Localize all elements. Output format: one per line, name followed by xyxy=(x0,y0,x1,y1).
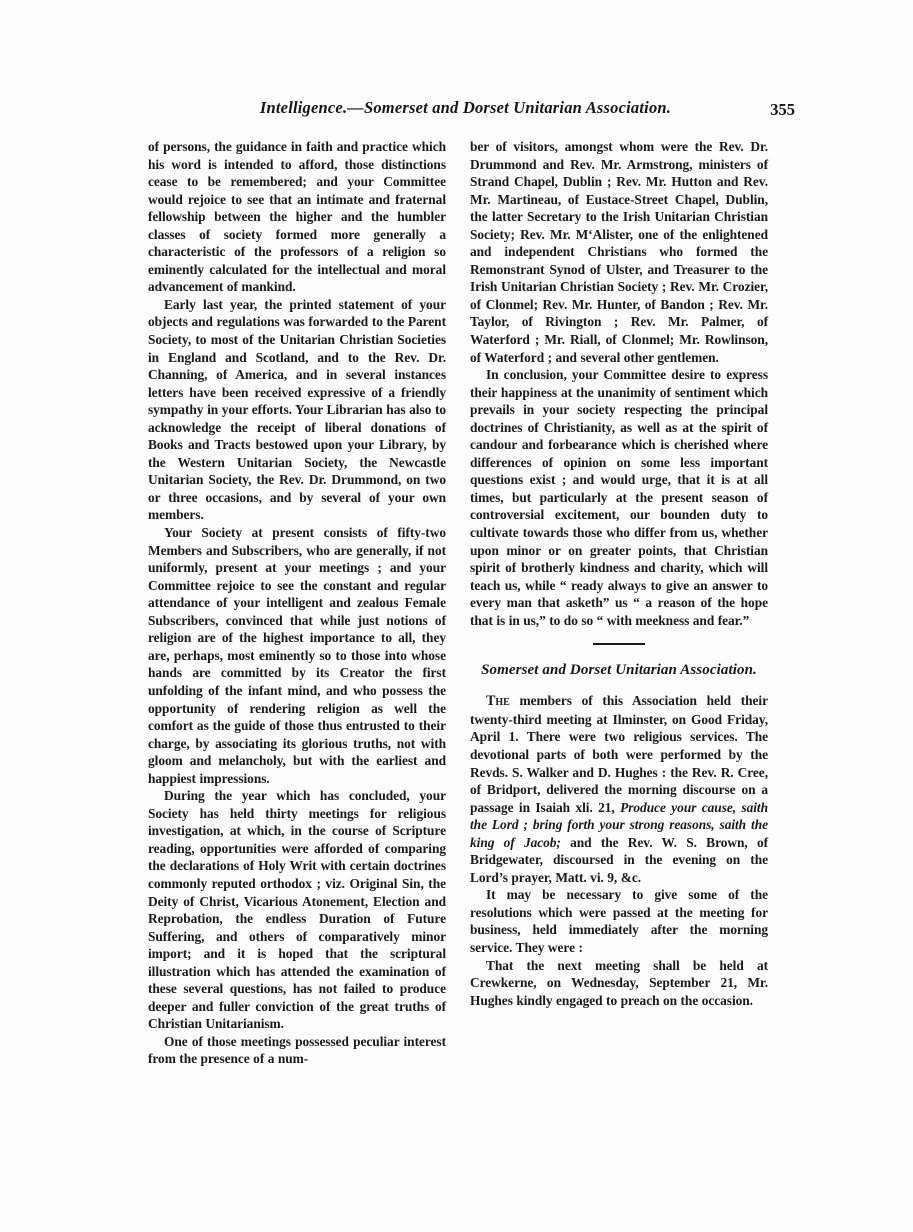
association-meeting-text-after-quote: and the Rev. W. S. Brown, of Bridgewater, discoursed in the evening on the Lord’s prayer, Matt. vi. 9, &c. xyxy=(470,834,769,885)
paragraph-conclusion: In conclusion, your Committee desire to express their happiness at the unanimity of sentiment which prevails in your society respecting the principal doctrines of Christianity, as well as at the spirit of candour and forbearance which is cherished where differences of opinion on some less important questions exist ; and would urge, that it is at all times, but particularly at the present season of controversial excitement, our bounden duty to cultivate towards those who differ from us, whether upon minor or on greater points, that Christian spirit of brotherly kindness and charity, which will teach us, while “ ready always to give an answer to every man that asketh” us “ a reason of the hope that is in us,” to do so “ with meekness and fear.” xyxy=(470,367,768,628)
running-head xyxy=(148,98,795,124)
paragraph-resolutions: It may be necessary to give some of the resolutions which were passed at the meeting for business, held immediately after the morning service. They were : xyxy=(470,887,768,955)
paragraph-visitors: ber of visitors, amongst whom were the Rev. Dr. Drummond and Rev. Mr. Armstrong, ministers of Strand Chapel, Dublin ; Rev. Mr. Hutton and Rev. Mr. Martineau, of Eustace-Street Chapel, Dublin, the latter Secretary to the Irish Unitarian Christian Society; Rev. Mr. M‘Alister, one of the enlightened and independent Christians who formed the Remonstrant Synod of Ulster, and Treasurer to the Irish Unitarian Christian Society ; Rev. Mr. Crozier, of Clonmel; Rev. Mr. Hunter, of Bandon ; Rev. Mr. Taylor, of Rivington ; Rev. Mr. Palmer, of Waterford ; Mr. Riall, of Clonmel; Mr. Rowlinson, of Waterford ; and several other gentlemen. xyxy=(470,139,768,365)
paragraph-association-meeting xyxy=(470,692,768,886)
association-meeting-text-before-quote: members of this Association held their twenty-third meeting at Ilminster, on Good Friday, April 1. There were two religious services. The devotional parts of both were performed by the Revds. S. Walker and D. Hughes : the Rev. R. Cree, of Bridport, delivered the morning discourse on a passage in Isaiah xli. 21, xyxy=(470,693,768,815)
section-divider-rule xyxy=(593,643,645,645)
paragraph-society-members: Your Society at present consists of fifty-two Members and Subscribers, who are generally, if not uniformly, present at your meetings ; and your Committee rejoice to see the constant and regular attendance of your intelligent and zealous Female Subscribers, convinced that while just notions of religion are of the highest importance to all, they are, perhaps, most eminently so to those into whose hands are committed by its Creator the first unfolding of the infant mind, and who possess the opportunity of rendering religion as well the comfort as the guide of those thus entrusted to their charge, by associating its glorious truths, not with gloom and melancholy, but with the earliest and happiest impressions. xyxy=(148,525,446,786)
left-column xyxy=(148,138,446,1068)
paragraph-printed-statement: Early last year, the printed statement of your objects and regulations was forwarded to the Parent Society, to most of the Unitarian Christian Societies in England and Scotland, and to the Rev. Dr. Channing, of America, and in several instances letters have been received expressive of a friendly sympathy in your efforts. Your Librarian has also to acknowledge the receipt of liberal donations of Books and Tracts bestowed upon your Library, by the Western Unitarian Society, the Newcastle Unitarian Society, the Rev. Dr. Drummond, on two or three occasions, and by several of your own members. xyxy=(148,296,446,523)
page-number: 355 xyxy=(770,100,795,119)
paragraph-guidance: of persons, the guidance in faith and practice which his word is intended to afford, those distinctions cease to be remembered; and your Committee would rejoice to see that an intimate and fraternal fellowship between the higher and the humbler classes of society formed more generally a characteristic of the professors of a religion so eminently calculated for the intellectual and moral advancement of mankind. xyxy=(148,139,446,295)
running-head-title: Intelligence.—Somerset and Dorset Unitarian Association. xyxy=(259,98,672,117)
dropcap-small-caps: The xyxy=(486,693,510,710)
scripture-quotation: Produce your cause, saith the Lord ; bring forth your strong reasons, saith the king of Jacob; xyxy=(470,799,768,850)
paragraph-next-meeting: That the next meeting shall be held at Crewkerne, on Wednesday, September 21, Mr. Hughes kindly engaged to preach on the occasion. xyxy=(470,957,768,1008)
section-heading: Somerset and Dorset Unitarian Association. xyxy=(481,662,757,679)
right-column xyxy=(470,138,768,1068)
paragraph-thirty-meetings: During the year which has concluded, your Society has held thirty meetings for religious investigation, at which, in the course of Scripture reading, opportunities were afforded of comparing the declarations of Holy Writ with certain doctrines commonly reputed orthodox ; viz. Original Sin, the Deity of Christ, Vicarious Atonement, Election and Reprobation, the endless Duration of Future Suffering, and others of comparatively minor import; and it is hoped that the scriptural illustration which has attended the examination of these several questions, has not failed to produce deeper and fuller conviction of the great truths of Christian Unitarianism. xyxy=(148,788,446,1032)
body-columns xyxy=(148,138,768,1068)
paragraph-peculiar-interest: One of those meetings possessed peculiar interest from the presence of a num- xyxy=(148,1033,446,1067)
